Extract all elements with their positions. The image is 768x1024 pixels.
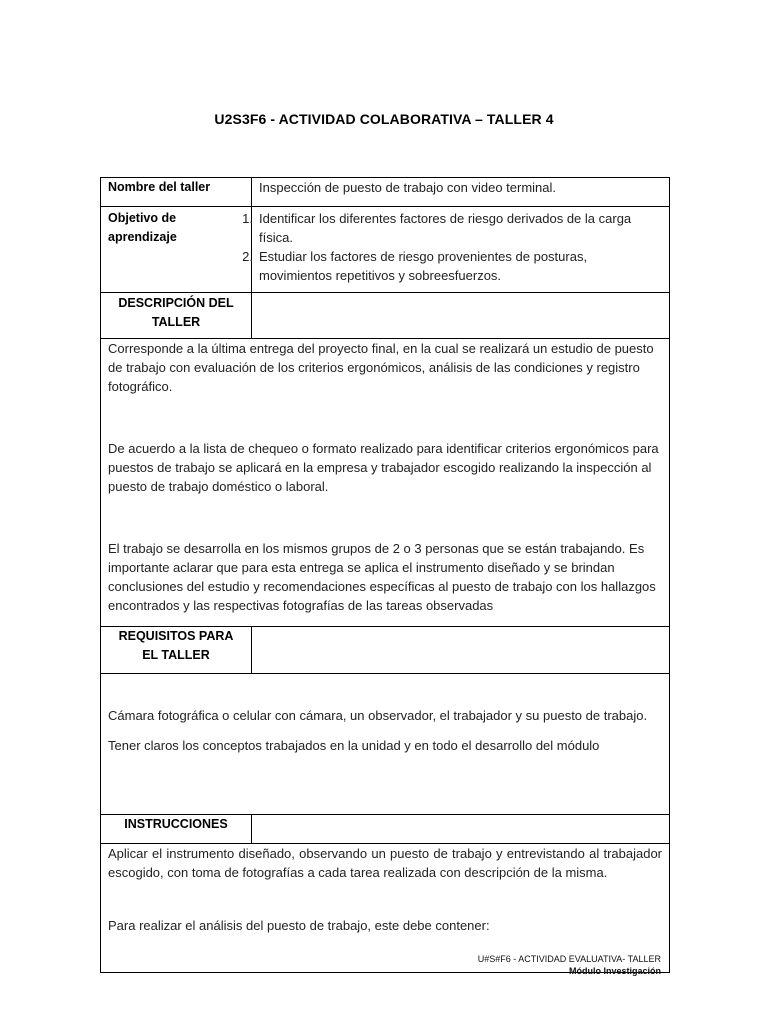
instrucciones-paragraph-2: Para realizar el análisis del puesto de trabajo, este debe contener:: [108, 918, 490, 933]
descripcion-paragraph-2: De acuerdo a la lista de chequeo o formato realizado para identificar criterios ergonómicos para puestos de trabajo se aplicará en la empresa y trabajador escogido realizando la inspección al puesto de trabajo doméstico o laboral.: [108, 441, 659, 494]
row-instrucciones-header: [101, 815, 670, 844]
objetivo-item: [242, 247, 662, 285]
workshop-table: [100, 177, 670, 973]
objetivo-text-line1: Identificar los diferentes factores de riesgo derivados de la carga: [259, 211, 632, 226]
row-descripcion-body: [101, 339, 670, 627]
requisitos-paragraph-1: Cámara fotográfica o celular con cámara, un observador, el trabajador y su puesto de trabajo.: [108, 708, 648, 723]
row-objetivo: [101, 207, 670, 293]
descripcion-paragraph-1: Corresponde a la última entrega del proyecto final, en la cual se realizará un estudio de puesto de trabajo con evaluación de los criterios ergonómicos, análisis de las condiciones y registro fotográfico.: [108, 341, 654, 394]
objetivo-label-line1: Objetivo de: [108, 211, 177, 225]
objetivo-item: [242, 209, 662, 247]
instrucciones-paragraph-1: Aplicar el instrumento diseñado, observando un puesto de trabajo y entrevistando al trabajador escogido, con toma de fotografías a cada tarea realizada con descripción de la misma.: [108, 846, 662, 880]
objetivo-text-line2: física.: [259, 230, 293, 245]
requisitos-paragraph-2: Tener claros los conceptos trabajados en la unidad y en todo el desarrollo del módulo: [108, 738, 600, 753]
objetivo-number: 1.: [242, 211, 253, 226]
requisitos-empty-cell: [252, 627, 670, 674]
descripcion-label-line2: TALLER: [151, 315, 201, 329]
footer-activity: U#S#F6 - ACTIVIDAD EVALUATIVA- TALLER: [477, 954, 661, 964]
nombre-value: Inspección de puesto de trabajo con video terminal.: [252, 178, 670, 207]
objetivo-text-line2: movimientos repetitivos y sobreesfuerzos.: [259, 268, 502, 283]
row-nombre: [101, 178, 670, 207]
footer-module: Módulo Investigación: [568, 966, 661, 976]
objetivo-number: 2.: [242, 249, 253, 264]
descripcion-label-line1: DESCRIPCIÓN DEL: [118, 296, 234, 310]
objetivo-label-line2: aprendizaje: [108, 230, 177, 244]
descripcion-paragraph-3: El trabajo se desarrolla en los mismos grupos de 2 o 3 personas que se están trabajando. Es importante aclarar que para esta entrega se aplica el instrumento diseñado y se brindan conclusiones del estudio y recomendaciones específicas al puesto de trabajo con los hallazgos encontrados y las respectivas fotografías de las tareas observadas: [108, 541, 656, 613]
row-descripcion-header: [101, 293, 670, 339]
objetivo-label: [101, 207, 252, 293]
descripcion-body: [101, 339, 670, 627]
objetivo-value: [242, 207, 670, 293]
requisitos-label-line1: REQUISITOS PARA: [118, 629, 234, 643]
instrucciones-empty-cell: [252, 815, 670, 844]
row-requisitos-body: [101, 674, 670, 815]
page-footer: [300, 953, 661, 977]
descripcion-label: [101, 293, 252, 339]
objetivo-text-line1: Estudiar los factores de riesgo provenientes de posturas,: [259, 249, 588, 264]
nombre-label: Nombre del taller: [101, 178, 252, 207]
instrucciones-label: INSTRUCCIONES: [101, 815, 252, 844]
descripcion-empty-cell: [252, 293, 670, 339]
requisitos-label-line2: EL TALLER: [142, 648, 210, 662]
requisitos-body: [101, 674, 670, 815]
page-title: U2S3F6 - ACTIVIDAD COLABORATIVA – TALLER 4: [214, 111, 554, 127]
requisitos-label: [101, 627, 252, 674]
row-requisitos-header: [101, 627, 670, 674]
objetivo-list: [242, 209, 662, 285]
